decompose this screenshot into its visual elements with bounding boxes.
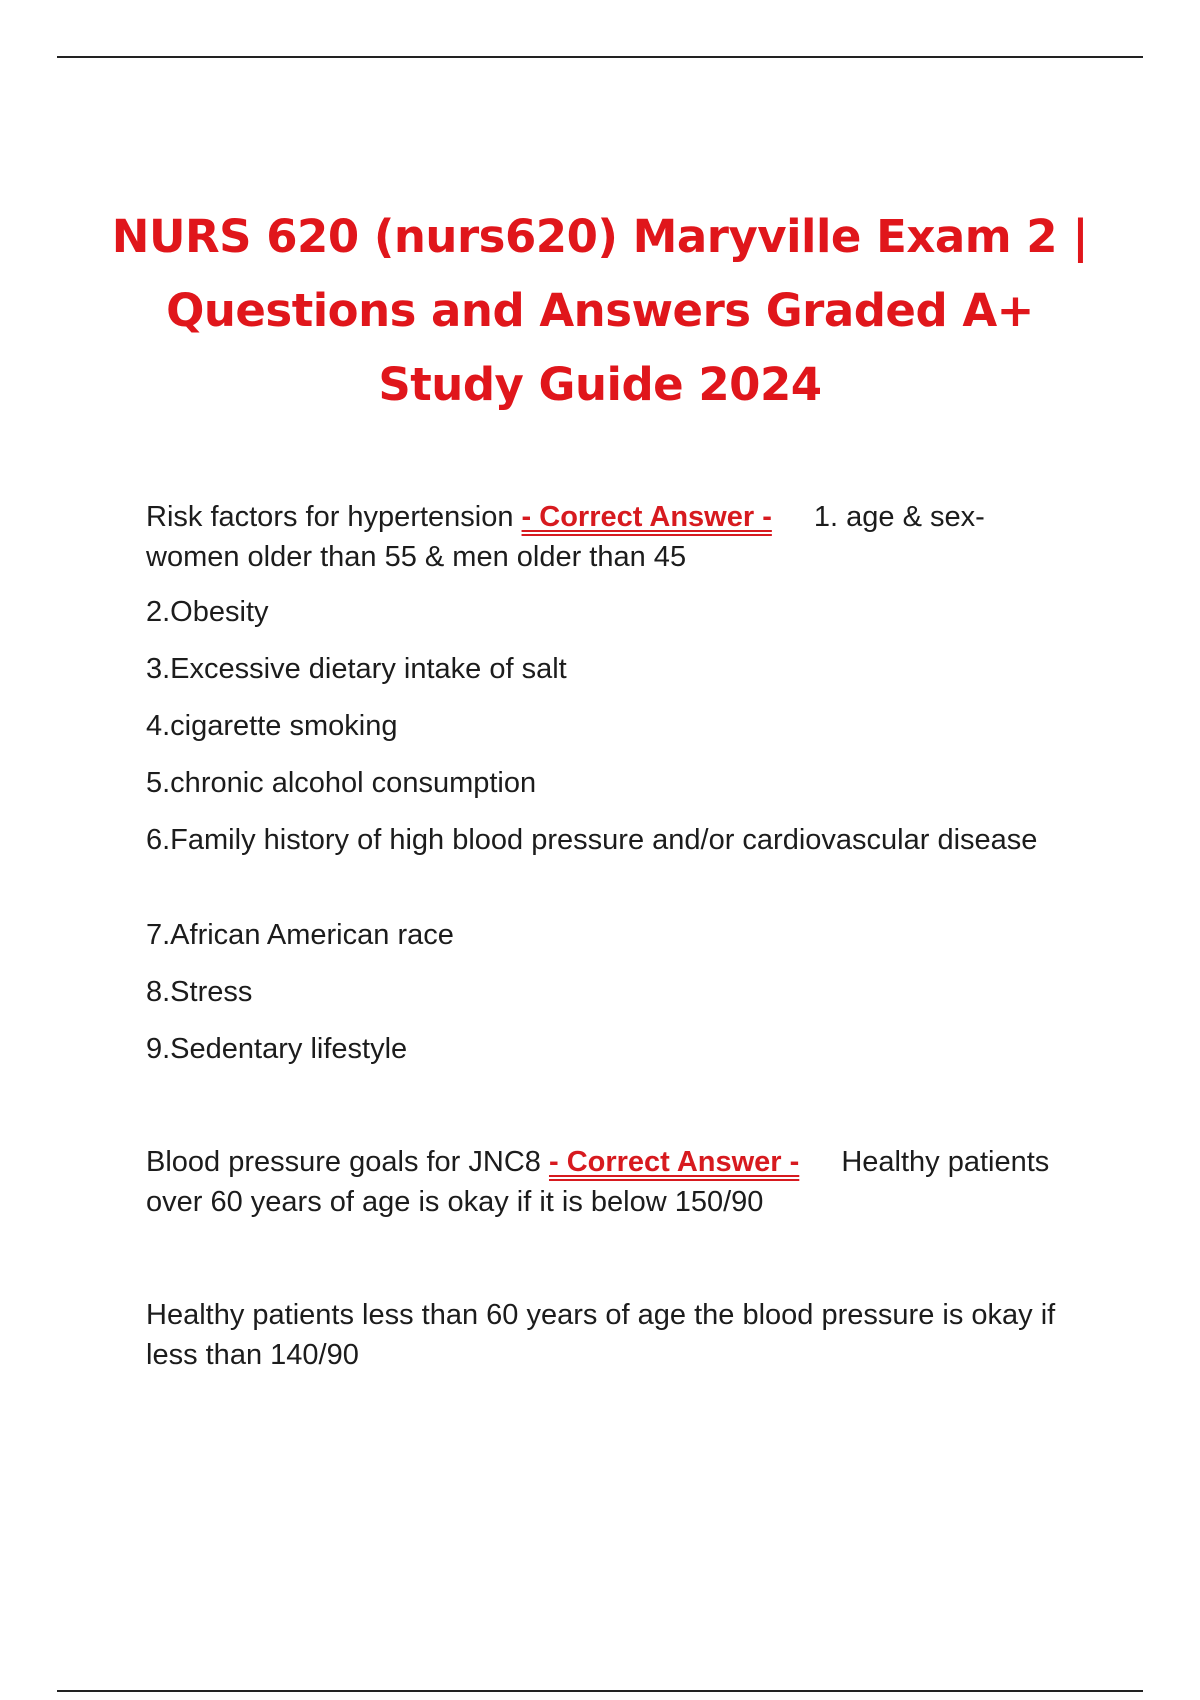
qa-1-question-paragraph	[146, 497, 1086, 577]
qa-2-answer-label: - Correct Answer -	[548, 1146, 800, 1178]
qa-1-answer-first: 1. age & sex- women older than 55 & men older than 45	[146, 501, 985, 573]
bottom-rule	[57, 1690, 1143, 1692]
qa-1-item-5: 5.chronic alcohol consumption	[146, 767, 537, 799]
top-rule	[57, 56, 1143, 58]
qa-1-item-2: 2.Obesity	[146, 596, 269, 628]
qa-1-item-6: 6.Family history of high blood pressure and/or cardiovascular disease	[146, 824, 1038, 856]
qa-2-question-paragraph	[146, 1142, 1086, 1222]
title-line-2: Questions and Answers Graded A+	[166, 284, 1034, 337]
qa-1-item-8: 8.Stress	[146, 976, 253, 1008]
qa-2-answer-first: Healthy patients over 60 years of age is okay if it is below 150/90	[146, 1146, 1050, 1218]
qa-2-question: Blood pressure goals for JNC8	[146, 1146, 549, 1178]
qa-1-item-4: 4.cigarette smoking	[146, 710, 398, 742]
document-title	[100, 200, 1100, 422]
title-line-1: NURS 620 (nurs620) Maryville Exam 2 |	[111, 210, 1089, 263]
title-line-3: Study Guide 2024	[378, 358, 822, 411]
qa-2-extra-paragraph: Healthy patients less than 60 years of age the blood pressure is okay if less than 140/90	[146, 1299, 1056, 1371]
qa-1-answer-label: - Correct Answer -	[521, 501, 772, 533]
qa-1-question: Risk factors for hypertension	[146, 501, 522, 533]
qa-1-item-9: 9.Sedentary lifestyle	[146, 1033, 408, 1065]
qa-1-item-3: 3.Excessive dietary intake of salt	[146, 653, 567, 685]
qa-1-item-7: 7.African American race	[146, 919, 454, 951]
